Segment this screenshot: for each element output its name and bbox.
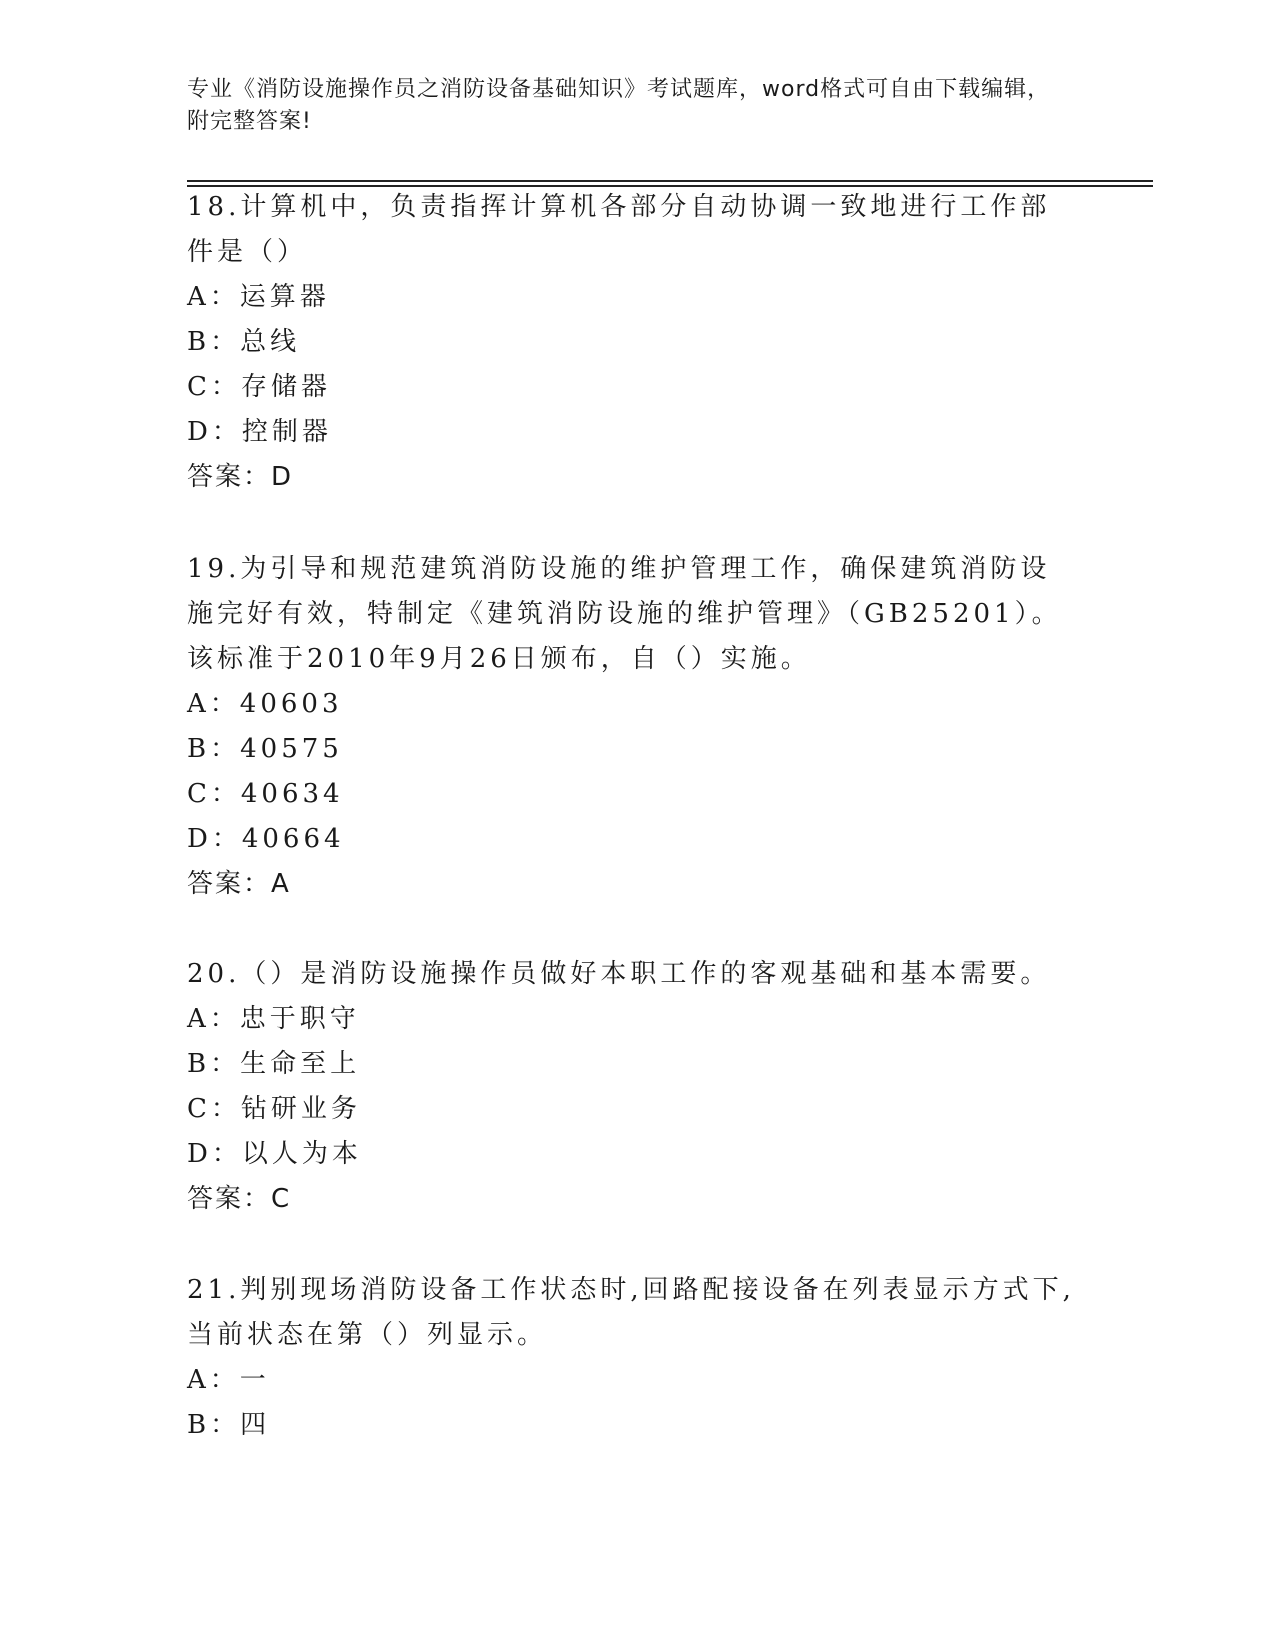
question-20 xyxy=(187,952,1077,1222)
option-d: D：控制器 xyxy=(187,417,332,447)
option-a: A：40603 xyxy=(187,689,343,719)
option-a: A：一 xyxy=(187,1365,270,1395)
option-b: B：生命至上 xyxy=(187,1049,361,1079)
question-18 xyxy=(187,185,1077,500)
option-c: C：存储器 xyxy=(187,372,331,402)
header-text: 专业《消防设施操作员之消防设备基础知识》考试题库，word格式可自由下载编辑，附完整答案! xyxy=(187,77,1051,134)
document-header xyxy=(187,74,1067,138)
option-b: B：40575 xyxy=(187,734,343,764)
option-d: D：40664 xyxy=(187,824,345,854)
option-c: C：钻研业务 xyxy=(187,1094,361,1124)
question-stem: 20.（）是消防设施操作员做好本职工作的客观基础和基本需要。 xyxy=(187,959,1051,989)
answer: 答案：D xyxy=(187,462,294,492)
option-c: C：40634 xyxy=(187,779,344,809)
header-divider-top xyxy=(187,180,1153,182)
option-b: B：总线 xyxy=(187,327,301,357)
answer: 答案：A xyxy=(187,869,291,899)
option-b: B：四 xyxy=(187,1410,271,1440)
question-21 xyxy=(187,1268,1077,1448)
option-a: A：运算器 xyxy=(187,282,330,312)
question-stem: 21.判别现场消防设备工作状态时,回路配接设备在列表显示方式下,当前状态在第（）列显示。 xyxy=(187,1275,1075,1350)
question-19 xyxy=(187,547,1077,907)
option-d: D：以人为本 xyxy=(187,1139,362,1169)
option-a: A：忠于职守 xyxy=(187,1004,360,1034)
question-stem: 19.为引导和规范建筑消防设施的维护管理工作，确保建筑消防设施完好有效，特制定《建筑消防设施的维护管理》（GB25201）。该标准于2010年9月26日颁布，自（）实施。 xyxy=(187,554,1062,674)
answer: 答案：C xyxy=(187,1184,292,1214)
question-stem: 18.计算机中，负责指挥计算机各部分自动协调一致地进行工作部件是（） xyxy=(187,192,1051,267)
